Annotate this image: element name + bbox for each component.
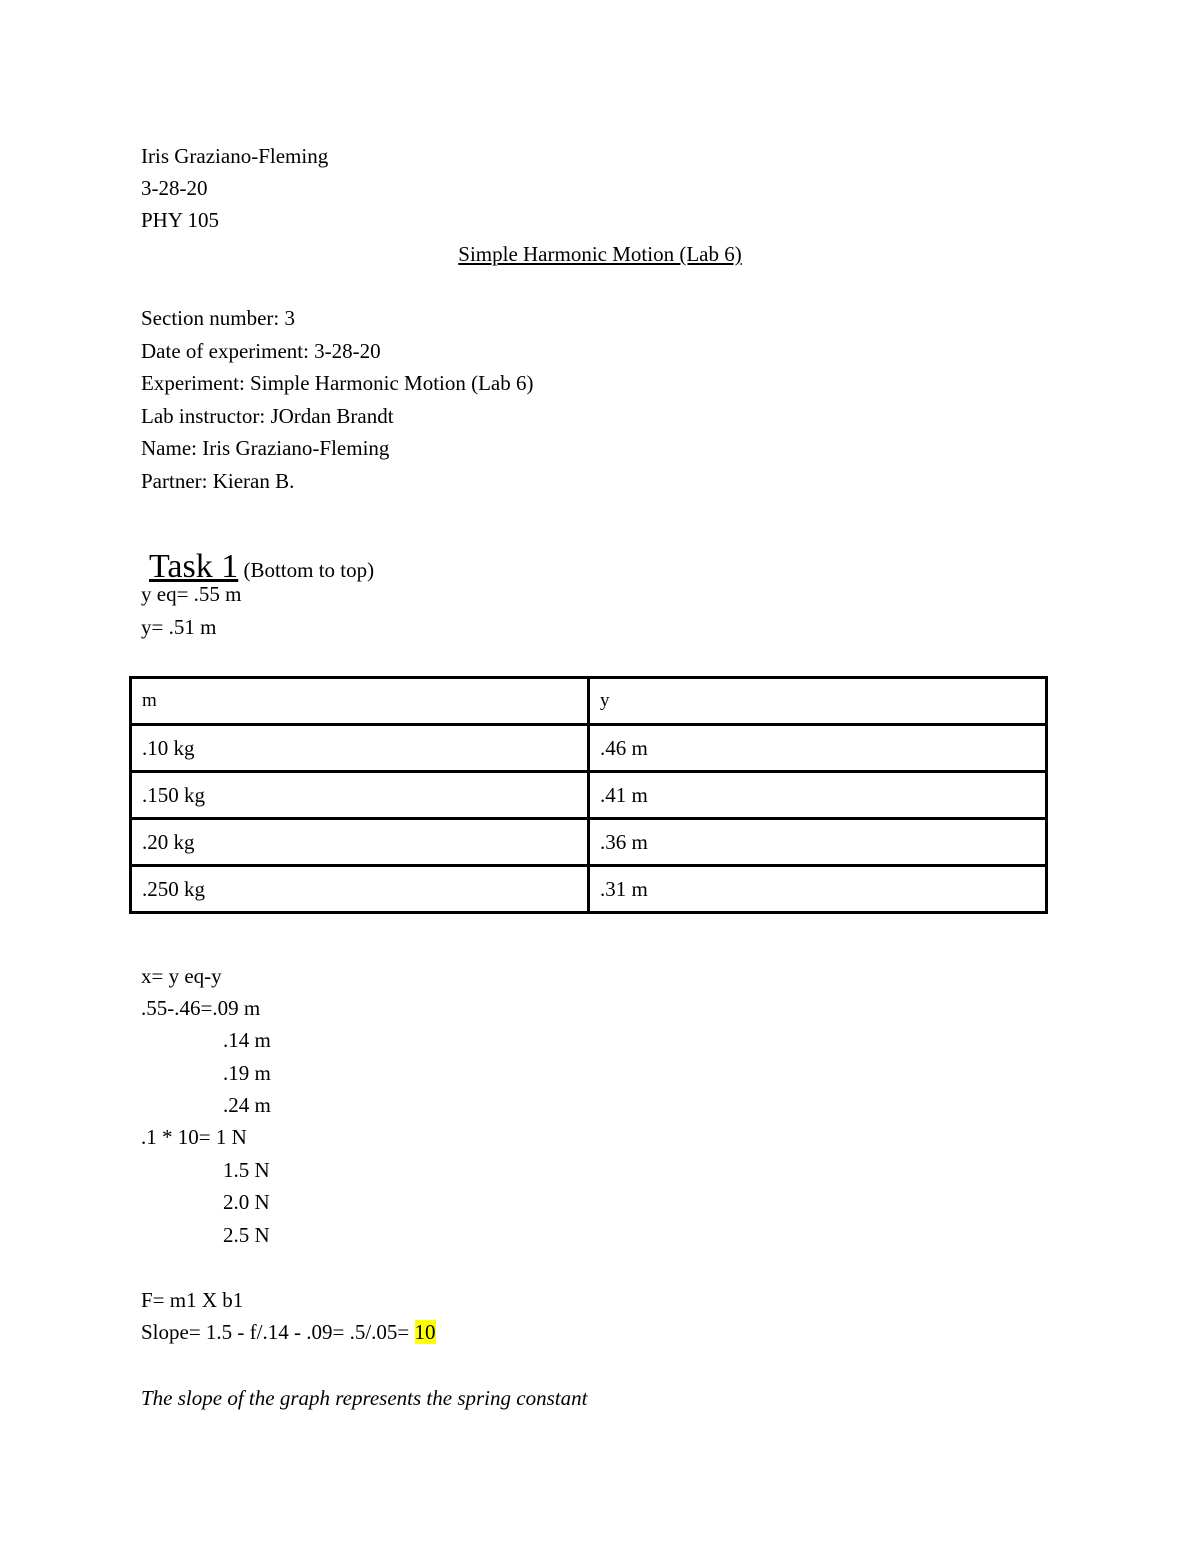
calc-x-formula: x= y eq-y bbox=[141, 964, 222, 988]
table-header-row bbox=[131, 678, 1047, 725]
table-row bbox=[131, 866, 1047, 913]
task1-y: y= .51 m bbox=[141, 615, 217, 639]
header-author: Iris Graziano-Fleming bbox=[141, 144, 329, 168]
table-cell-position: .36 m bbox=[589, 819, 1047, 866]
task1-subtitle: (Bottom to top) bbox=[238, 558, 375, 582]
table-cell-mass: .250 kg bbox=[131, 866, 589, 913]
calc-f-value: 1.5 N bbox=[223, 1158, 270, 1182]
table-row bbox=[131, 772, 1047, 819]
table-cell-mass: .10 kg bbox=[131, 725, 589, 772]
table-cell-mass: .150 kg bbox=[131, 772, 589, 819]
calc-f-value: 2.5 N bbox=[223, 1223, 270, 1247]
calc-x-value: .19 m bbox=[223, 1061, 271, 1085]
task1-heading bbox=[141, 530, 374, 586]
table-header-cell: y bbox=[589, 678, 1047, 725]
table-cell-position: .41 m bbox=[589, 772, 1047, 819]
task1-title: Task 1 bbox=[149, 548, 239, 585]
calc-x-value: .14 m bbox=[223, 1028, 271, 1052]
info-partner: Partner: Kieran B. bbox=[141, 469, 295, 493]
info-lab-instructor: Lab instructor: JOrdan Brandt bbox=[141, 404, 394, 428]
task1-y-eq: y eq= .55 m bbox=[141, 582, 242, 606]
table-cell-mass: .20 kg bbox=[131, 819, 589, 866]
table-cell-position: .31 m bbox=[589, 866, 1047, 913]
table-cell-position: .46 m bbox=[589, 725, 1047, 772]
data-table bbox=[129, 676, 1048, 914]
info-section-number: Section number: 3 bbox=[141, 306, 295, 330]
table-row bbox=[131, 725, 1047, 772]
calc-force-formula: F= m1 X b1 bbox=[141, 1288, 244, 1312]
calc-slope-line bbox=[141, 1319, 436, 1345]
table-header-cell: m bbox=[131, 678, 589, 725]
calc-x-value: .24 m bbox=[223, 1093, 271, 1117]
calc-f-value: .1 * 10= 1 N bbox=[141, 1125, 247, 1149]
calc-x-value: .55-.46=.09 m bbox=[141, 996, 261, 1020]
conclusion-text: The slope of the graph represents the spring constant bbox=[141, 1386, 588, 1410]
calc-slope-text: Slope= 1.5 - f/.14 - .09= .5/.05= bbox=[141, 1320, 415, 1344]
info-name: Name: Iris Graziano-Fleming bbox=[141, 436, 390, 460]
info-date-of-experiment: Date of experiment: 3-28-20 bbox=[141, 339, 381, 363]
calc-slope-result: 10 bbox=[414, 1320, 436, 1344]
header-course: PHY 105 bbox=[141, 208, 219, 232]
header-date: 3-28-20 bbox=[141, 176, 208, 200]
table-row bbox=[131, 819, 1047, 866]
document-title: Simple Harmonic Motion (Lab 6) bbox=[458, 242, 742, 266]
info-experiment: Experiment: Simple Harmonic Motion (Lab 6) bbox=[141, 371, 534, 395]
calc-f-value: 2.0 N bbox=[223, 1190, 270, 1214]
